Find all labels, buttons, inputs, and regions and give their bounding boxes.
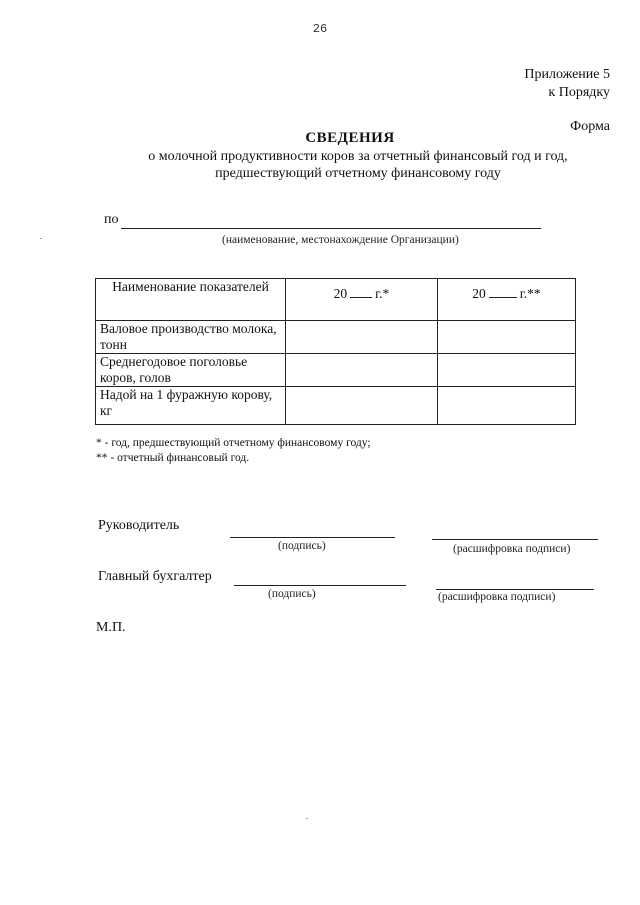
productivity-table <box>95 278 576 425</box>
footnote-2: ** - отчетный финансовый год. <box>96 452 250 464</box>
table-row <box>96 387 576 425</box>
organization-prefix: по <box>104 212 119 227</box>
year-2-blank[interactable] <box>489 285 517 298</box>
year-1-suffix: г.* <box>375 286 390 301</box>
footnotes <box>96 436 371 466</box>
cell-average-herd-year-2[interactable] <box>438 354 576 387</box>
cell-milk-yield-year-2[interactable] <box>438 387 576 425</box>
cell-gross-production-year-1[interactable] <box>286 321 438 354</box>
header-year-1 <box>286 279 438 321</box>
subtitle-line-2: предшествующий отчетному финансовому году <box>215 166 501 181</box>
year-1-prefix: 20 <box>333 286 348 301</box>
header-indicators: Наименование показателей <box>96 279 286 321</box>
document-subtitle <box>0 148 640 182</box>
cell-average-herd-year-1[interactable] <box>286 354 438 387</box>
head-label: Руководитель <box>98 518 180 533</box>
year-2-suffix: г.** <box>519 286 541 301</box>
cell-gross-production-year-2[interactable] <box>438 321 576 354</box>
footnote-1: * - год, предшествующий отчетному финансовому году; <box>96 437 371 449</box>
organization-caption: (наименование, местонахождение Организации) <box>222 234 459 246</box>
accountant-signature-field[interactable] <box>234 585 406 586</box>
year-2-prefix: 20 <box>472 286 486 301</box>
year-1-blank[interactable] <box>350 285 372 298</box>
head-decoding-field[interactable] <box>432 539 598 540</box>
cell-milk-yield-year-1[interactable] <box>286 387 438 425</box>
accountant-signature-caption: (подпись) <box>268 588 316 600</box>
head-signature-field[interactable] <box>230 537 395 538</box>
table-header-row <box>96 279 576 321</box>
accountant-decoding-caption: (расшифровка подписи) <box>438 591 556 603</box>
subtitle-line-1: о молочной продуктивности коров за отчетный финансовый год и год, <box>148 149 568 164</box>
organization-field[interactable] <box>121 228 541 229</box>
appendix-line-1: Приложение 5 <box>524 67 610 82</box>
document-title: СВЕДЕНИЯ <box>305 130 395 146</box>
scan-speck <box>40 238 42 239</box>
row-name-gross-production: Валовое производство молока, тонн <box>96 321 286 354</box>
row-name-average-herd: Среднегодовое поголовье коров, голов <box>96 354 286 387</box>
head-decoding-caption: (расшифровка подписи) <box>453 543 571 555</box>
page-number: 26 <box>312 22 328 36</box>
stamp-place: М.П. <box>96 620 126 635</box>
form-label: Форма <box>570 119 610 134</box>
accountant-decoding-field[interactable] <box>436 589 594 590</box>
header-year-2 <box>438 279 576 321</box>
table-row <box>96 354 576 387</box>
chief-accountant-label: Главный бухгалтер <box>98 569 212 584</box>
head-signature-caption: (подпись) <box>278 540 326 552</box>
scan-speck-bottom <box>306 818 308 819</box>
appendix-line-2: к Порядку <box>548 85 610 100</box>
row-name-milk-yield: Надой на 1 фуражную корову, кг <box>96 387 286 425</box>
table-row <box>96 321 576 354</box>
